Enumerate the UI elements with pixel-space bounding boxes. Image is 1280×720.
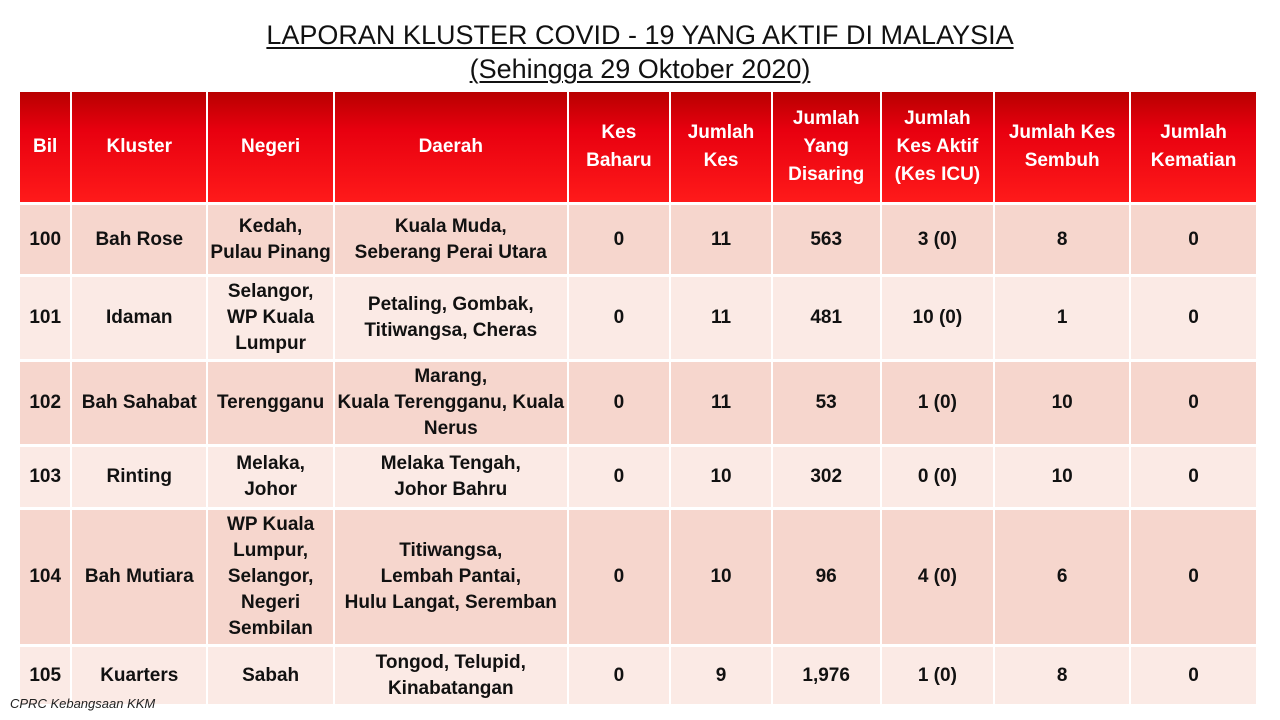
cell-bil: 101 xyxy=(20,277,70,362)
header-jumlah-kes-aktif: Jumlah Kes Aktif (Kes ICU) xyxy=(882,92,994,205)
cell-sembuh: 10 xyxy=(995,362,1129,447)
cell-kes-baharu: 0 xyxy=(569,277,670,362)
table-row xyxy=(20,205,1256,277)
report-title xyxy=(0,18,1280,86)
header-kes-baharu: Kes Baharu xyxy=(569,92,670,205)
cell-bil: 102 xyxy=(20,362,70,447)
cell-aktif: 4 (0) xyxy=(882,510,994,647)
cell-aktif: 0 (0) xyxy=(882,447,994,510)
cluster-table xyxy=(18,92,1258,707)
cell-disaring: 96 xyxy=(773,510,880,647)
cell-jumlah-kes: 11 xyxy=(671,362,771,447)
header-kluster: Kluster xyxy=(72,92,206,205)
cell-aktif: 3 (0) xyxy=(882,205,994,277)
cell-bil: 100 xyxy=(20,205,70,277)
cell-sembuh: 6 xyxy=(995,510,1129,647)
cell-kematian: 0 xyxy=(1131,647,1256,707)
cell-jumlah-kes: 10 xyxy=(671,447,771,510)
cell-kluster: Bah Sahabat xyxy=(72,362,206,447)
cell-negeri: Sabah xyxy=(208,647,333,707)
header-daerah: Daerah xyxy=(335,92,567,205)
cell-daerah: Melaka Tengah, Johor Bahru xyxy=(335,447,567,510)
table-header-row xyxy=(20,92,1256,205)
cell-disaring: 1,976 xyxy=(773,647,880,707)
cell-aktif: 1 (0) xyxy=(882,362,994,447)
cell-bil: 105 xyxy=(20,647,70,707)
report-title-line-2: (Sehingga 29 Oktober 2020) xyxy=(469,54,811,84)
cell-kluster: Idaman xyxy=(72,277,206,362)
report-title-line-1: LAPORAN KLUSTER COVID - 19 YANG AKTIF DI MALAYSIA xyxy=(266,20,1014,50)
cell-negeri: Selangor, WP Kuala Lumpur xyxy=(208,277,333,362)
cell-disaring: 302 xyxy=(773,447,880,510)
cell-negeri: Terengganu xyxy=(208,362,333,447)
cell-daerah: Petaling, Gombak, Titiwangsa, Cheras xyxy=(335,277,567,362)
cell-bil: 104 xyxy=(20,510,70,647)
cell-aktif: 1 (0) xyxy=(882,647,994,707)
cell-jumlah-kes: 11 xyxy=(671,277,771,362)
cell-jumlah-kes: 9 xyxy=(671,647,771,707)
source-credit: CPRC Kebangsaan KKM xyxy=(10,696,156,711)
cell-sembuh: 10 xyxy=(995,447,1129,510)
cell-kes-baharu: 0 xyxy=(569,205,670,277)
cell-jumlah-kes: 11 xyxy=(671,205,771,277)
table-row xyxy=(20,447,1256,510)
cell-kes-baharu: 0 xyxy=(569,647,670,707)
cell-kematian: 0 xyxy=(1131,447,1256,510)
table-row xyxy=(20,647,1256,707)
cell-negeri: WP Kuala Lumpur, Selangor, Negeri Sembilan xyxy=(208,510,333,647)
table-row xyxy=(20,510,1256,647)
cell-daerah: Titiwangsa, Lembah Pantai, Hulu Langat, Seremban xyxy=(335,510,567,647)
table-row xyxy=(20,277,1256,362)
cell-kluster: Kuarters xyxy=(72,647,206,707)
cell-sembuh: 1 xyxy=(995,277,1129,362)
cell-disaring: 563 xyxy=(773,205,880,277)
cell-disaring: 481 xyxy=(773,277,880,362)
header-bil: Bil xyxy=(20,92,70,205)
cell-kematian: 0 xyxy=(1131,277,1256,362)
header-negeri: Negeri xyxy=(208,92,333,205)
cell-kes-baharu: 0 xyxy=(569,447,670,510)
cell-jumlah-kes: 10 xyxy=(671,510,771,647)
cell-daerah: Marang, Kuala Terengganu, Kuala Nerus xyxy=(335,362,567,447)
cell-daerah: Tongod, Telupid, Kinabatangan xyxy=(335,647,567,707)
cell-kes-baharu: 0 xyxy=(569,510,670,647)
cell-sembuh: 8 xyxy=(995,205,1129,277)
cell-kluster: Rinting xyxy=(72,447,206,510)
table-row xyxy=(20,362,1256,447)
cell-sembuh: 8 xyxy=(995,647,1129,707)
header-jumlah-kematian: Jumlah Kematian xyxy=(1131,92,1256,205)
cell-kes-baharu: 0 xyxy=(569,362,670,447)
cell-kluster: Bah Rose xyxy=(72,205,206,277)
cell-kematian: 0 xyxy=(1131,205,1256,277)
header-jumlah-kes-sembuh: Jumlah Kes Sembuh xyxy=(995,92,1129,205)
cell-kematian: 0 xyxy=(1131,362,1256,447)
cell-kluster: Bah Mutiara xyxy=(72,510,206,647)
cell-negeri: Melaka, Johor xyxy=(208,447,333,510)
cell-daerah: Kuala Muda, Seberang Perai Utara xyxy=(335,205,567,277)
cell-disaring: 53 xyxy=(773,362,880,447)
cell-bil: 103 xyxy=(20,447,70,510)
header-jumlah-disaring: Jumlah Yang Disaring xyxy=(773,92,880,205)
header-jumlah-kes: Jumlah Kes xyxy=(671,92,771,205)
cell-aktif: 10 (0) xyxy=(882,277,994,362)
cell-kematian: 0 xyxy=(1131,510,1256,647)
cell-negeri: Kedah, Pulau Pinang xyxy=(208,205,333,277)
